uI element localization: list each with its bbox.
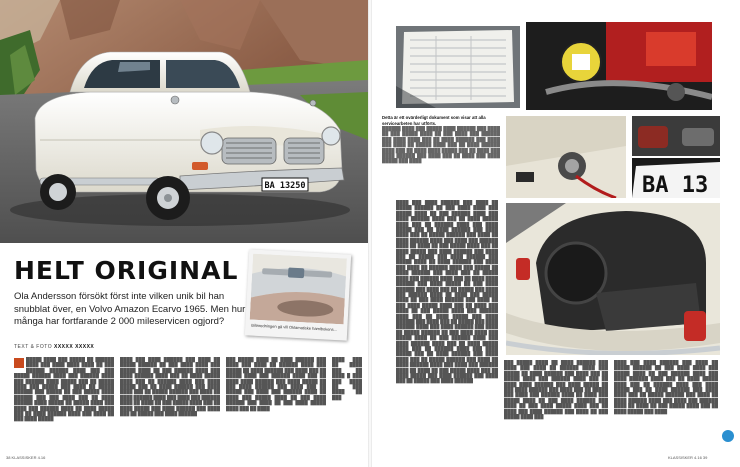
photo-trunk	[506, 203, 720, 355]
folio-right: KLASSISKER 4.16 39	[668, 455, 708, 460]
article-ingress: Ola Andersson försökt först inte vilken unik bil han snubblat över, en Volvo Amazon Ecarvo 1965. Men hur många har fortfarande 2 000 mileservicen ogjord?	[14, 291, 246, 327]
byline-label: TEXT & FOTO	[14, 344, 53, 350]
body-column-1: █████ ████ ███ █████ ██ ██████ ████ ███ ████ ████ ████ ██ ███ ██████ ██████ ████ ███ ███ █████ ██████ ████ ███ ██████ ████ ███ ██████ ████ █████ ███ ██ █████ ████ ███ █████ ███ ████ ██ █████ ██████ ███ █████ ██ ███ █████ ████ ██████ ███ ███ ████ ███ ██ ████ ██████ ████ █████ ██ █████ ████ ███ ████ ███ ██████ ████ ██ ████ █████ ███ ██ ████ ██████ ████ ███ ████ ██ ███ ████ █████	[14, 357, 114, 422]
detail-caption-title: Detta är ett ovärderligt dokument som visar att alla servicearbeten har utförts.	[382, 115, 486, 126]
inset-photo-drawing	[250, 254, 347, 325]
article-headline: HELT ORIGINAL	[14, 256, 239, 285]
inset-photo	[250, 254, 347, 325]
photo-interior-dash-drawing	[506, 116, 626, 198]
body-column-6: ███ █████ ████ ██ ████ ██████ ███ ████ ███ ████ ██ ██████ ████ ███ █████ ██ ████ ██████ ███ ████ ███ ██ █████ ████ ███ ██████ ████ ███ ██ ████ ████ ██████ ███ ████ █████ ██ ███ ████ ██████ ███ ████ ███ ██ █████ ███ ████ ███ ██████ ████ ██ ████ ███ █████ ████ ██ ███ ████ ██████ ███ ████ ██ ███ ████ █████ ████ ███ ██ ████ ███ ████ ██████ ███ ████ ██ ███ █████ ████ ███	[504, 360, 608, 420]
body-column-3: ███ █████ ████ ██ ████ ██████ ███ ████ ███ ████ ██ ██████ ████ ███ █████ ██ ████ ██████ ███ ████ ███ ██ █████ ████ ███ ██████ ████ ███ ██ ████ ████ ██████ ███ ████ █████ ██ ███ ████ ██████ ███ ████ ███ ██ █████ ███ ████ ███ ██████ ████ ██ ████ ███ █████ ████ ██ ███ ████ ██████ ███ ████ ██ ███ ████ █████ ████ ███ ██ ████	[226, 357, 326, 411]
photo-plate-detail-drawing	[632, 158, 720, 198]
photo-plate-detail	[632, 158, 720, 198]
folio-left: 38 KLASSISKER 4.16	[6, 455, 46, 460]
photo-trunk-drawing	[506, 203, 720, 355]
hero-photo-drawing	[0, 0, 368, 243]
photo-tail-light-drawing	[632, 116, 720, 156]
detail-caption-body: ██████ ████ ███ █████ ████ ██████ ███ ████ ██ ███ █████ ████ ██ ███ ████ ███ ██████ ███ ████ ████ ███ ██ ████ ██████ ███ ████ ███ ████ ██ █████ ████ ███ ██ ████ ██████ ████ ███ ██ ████ ████ █████ ███ ██ ████ ███ ████ ██████ ███ ████ ███ ██ ████ ███ ████ █████ ███ ████	[382, 126, 500, 164]
plate-detail-text: BA 13	[642, 173, 709, 198]
hero-photo-volvo-amazon	[0, 0, 368, 243]
photo-engine-bay	[526, 22, 712, 110]
photo-engine-bay-drawing	[526, 22, 712, 110]
photo-service-booklet	[396, 26, 520, 108]
byline-name: XXXXX XXXXX	[54, 344, 95, 350]
photo-interior-dash	[506, 116, 626, 198]
body-column-2: ████ ███ ████ ██████ ███ ████ ██ █████ ██████ ██ ███ ████ ████ ███ █████ ████ ██ ███ ██████ ████ ███ ████ ██████ ████ ███ ██ ████ █████ ████ ███ ██ ██████ ████ ███ ████ █████ ███ ██ ████ ██████ ███ ████ ████ ███ ██ █████ ██████ ███ ████ ██ ████ ██████ ████ ███ ████ ███ ██████ ████ ██ ████ ██ ███ █████ ████ ███ ██ ████ █████ ███ ████ ██████ ███ ████ ███ ██ █████ ███ ████ ██████	[120, 357, 220, 417]
photo-service-booklet-drawing	[396, 26, 520, 108]
detail-caption	[382, 115, 500, 192]
dropcap	[14, 358, 24, 368]
photo-tail-light	[632, 116, 720, 156]
body-column-7: ████ ███ ████ ██████ ███ ████ ██ █████ ██████ ██ ███ ████ ████ ███ █████ ████ ██ ███ ██████ ████ ███ ████ ██████ ████ ███ ██ ████ █████ ████ ███ ██ ██████ ████ ███ ████ █████ ███ ██ ████ ██████ ███ ████ ████ ███ ██ █████ ██████ ███ ████ ██ ████ ██████ ████ ███ ████ ███ ██████ ████ ██ ████ ██ ███ █████ ████ ███ ██ ████ █████ ███ ████	[614, 360, 718, 414]
inset-caption: Bilinredningen gå vill Oklamatiske hamlbokens...	[251, 322, 338, 333]
spread-gutter	[368, 0, 372, 467]
hero-plate-text: BA 13250	[264, 181, 306, 191]
body-column-5: ████ ███ ████ ██████ ███ ████ ██ █████ ██████ ██ ███ ████ ████ ███ █████ ████ ██ ███ ██████ ████ ███ ████ ██████ ████ ███ ██ ████ █████ ████ ███ ██ ██████ ████ ███ ████ █████ ███ ██ ████ ██████ ███ ████ ████ ███ ██ █████ ██████ ███ ████ ██ ████ ██████ ████ ███ ████ ███ ██████ ████ ██ ████ ██ ███ █████ ████ ███ ██ ████ █████ ███ ████ ██████ ███ ████ ███ ██ █████ ███ ████ ██████ ███ █████ ████ ██ ████ ██████ ███ ████ ███ ████ ██ ██████ ████ ███ █████ ██ ████ ██████ ███ ████ ███ ██ █████ ████ ███ ██████ ████ ███ ██ ████ ████ ██████ ███ ████ █████ ██ ███ ████ ██████ ███ ████ ███ ██ █████ ███ ████ ███ ██████ ████ ██ ████ ███ █████ ████ ██ ███ ████ ██████ ███ ████ ██ ███ ████ █████ ████ ███ ██ ████ ███ ████ ██ ███ █████ ████ ███ ██████ ████ ███ ██ ████ █████ ███ ████ ██████ ███ ████ ███ ██ █████ ███ ████ ██████ ████ ███ ████ ██████ ███ ████ ██ █████ ██████ ██ ███ ████ ████ ███ █████ ████ ██ ███ ██████ ████ ███ ████ ██████ ████ ███ ██ ████ █████ ████ ███ ██ ██████ ████ ███ ████ █████ ███ ██ ████ ██████ ███ ████ ████ ███ ██ █████ ██████ ███ ████ ██ ████ ██████ ████ ███ ████ ███ ██████ ████ ██ ████ ██ ███ █████ ████ ███ ██ ████ █████ ███ ████ ██████ ███ ████ ███ ██ █████ ███ ████ ██████	[396, 200, 498, 384]
article-byline	[14, 344, 94, 350]
end-mark-badge	[722, 430, 734, 442]
inset-photo-card	[245, 249, 351, 340]
body-column-4: ████ ███ ██ ████ ███ ██ ████ █ ███ ███ ████ ██ ███ ████ ██ ███	[332, 357, 362, 400]
